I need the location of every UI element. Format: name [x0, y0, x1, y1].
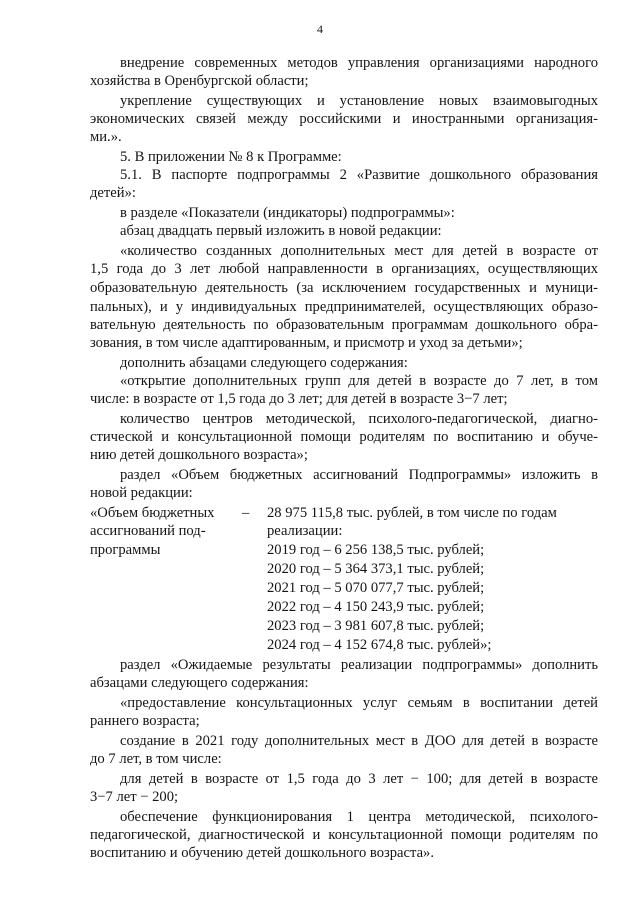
text-line: «открытие дополнительных групп для детей в возрасте до 7 лет, в том [120, 373, 598, 389]
text-line: числе: в возрасте от 1,5 года до 3 лет; для детей в возрасте 3−7 лет; [90, 391, 508, 407]
text-line: 3−7 лет − 200; [90, 789, 179, 805]
text-line: абзацами следующего содержания: [90, 675, 309, 691]
text-line: дополнить абзацами следующего содержания: [120, 355, 408, 371]
text-line: раннего возраста; [90, 713, 200, 729]
text-line: зования, в том числе адаптированным, и присмотр и уход за детьми»; [90, 335, 523, 351]
text-line: пальных), и у индивидуальных предпринимателей, осуществляющих образо- [90, 299, 598, 315]
text-line: 1,5 года до 3 лет любой направленности в организациях, осуществляющих [90, 261, 598, 277]
text-line: раздел «Ожидаемые результаты реализации подпрограммы» дополнить [120, 657, 598, 673]
budget-label-line: ассигнований под- [90, 523, 206, 539]
budget-value-line: 2022 год – 4 150 243,9 тыс. рублей; [267, 599, 485, 615]
text-line: укрепление существующих и установление новых взаимовыгодных [120, 93, 598, 109]
text-line: «предоставление консультационных услуг семьям в воспитании детей [120, 695, 598, 711]
budget-value-line: 28 975 115,8 тыс. рублей, в том числе по годам [267, 505, 557, 521]
text-line: стической и консультационной помощи родителям по воспитанию и обуче- [90, 429, 598, 445]
budget-value-line: 2020 год – 5 364 373,1 тыс. рублей; [267, 561, 485, 577]
text-line: хозяйства в Оренбургской области; [90, 73, 309, 89]
text-line: новой редакции: [90, 485, 193, 501]
text-line: раздел «Объем бюджетных ассигнований Подпрограммы» изложить в [120, 467, 598, 483]
budget-value-line: 2024 год – 4 152 674,8 тыс. рублей»; [267, 637, 492, 653]
budget-dash: – [242, 505, 250, 521]
text-line: «количество созданных дополнительных мест для детей в возрасте от [120, 243, 598, 259]
text-line: детей»: [90, 185, 136, 201]
text-line: обеспечение функционирования 1 центра методической, психолого- [120, 809, 598, 825]
text-line: ми.». [90, 129, 122, 145]
text-line: абзац двадцать первый изложить в новой редакции: [120, 223, 442, 239]
text-line: педагогической, диагностической и консультационной помощи родителям по [90, 827, 598, 843]
text-line: вательную деятельность по образовательным программам дошкольного обра- [90, 317, 598, 333]
text-line: воспитанию и обучению детей дошкольного возраста». [90, 845, 434, 861]
text-line: нию детей дошкольного возраста»; [90, 447, 308, 463]
text-line: до 7 лет, в том числе: [90, 751, 222, 767]
text-line: 5. В приложении № 8 к Программе: [120, 149, 342, 165]
budget-value-line: реализации: [267, 523, 343, 539]
budget-label-line: программы [90, 542, 161, 558]
text-line: экономических связей между российскими и иностранными организация- [90, 111, 598, 127]
budget-label-line: «Объем бюджетных [90, 505, 215, 521]
text-line: количество центров методической, психолого-педагогической, диагно- [120, 411, 598, 427]
text-line: образовательную деятельность (за исключением государственных и муници- [90, 280, 598, 296]
page-number: 4 [317, 22, 323, 36]
text-line: внедрение современных методов управления организациями народного [120, 55, 598, 71]
text-line: 5.1. В паспорте подпрограммы 2 «Развитие дошкольного образования [120, 167, 598, 183]
budget-value-line: 2023 год – 3 981 607,8 тыс. рублей; [267, 618, 485, 634]
budget-value-line: 2021 год – 5 070 077,7 тыс. рублей; [267, 580, 485, 596]
text-line: создание в 2021 году дополнительных мест в ДОО для детей в возрасте [120, 733, 598, 749]
text-line: для детей в возрасте от 1,5 года до 3 лет − 100; для детей в возрасте [120, 771, 598, 787]
text-line: в разделе «Показатели (индикаторы) подпрограммы»: [120, 205, 455, 221]
budget-value-line: 2019 год – 6 256 138,5 тыс. рублей; [267, 542, 485, 558]
